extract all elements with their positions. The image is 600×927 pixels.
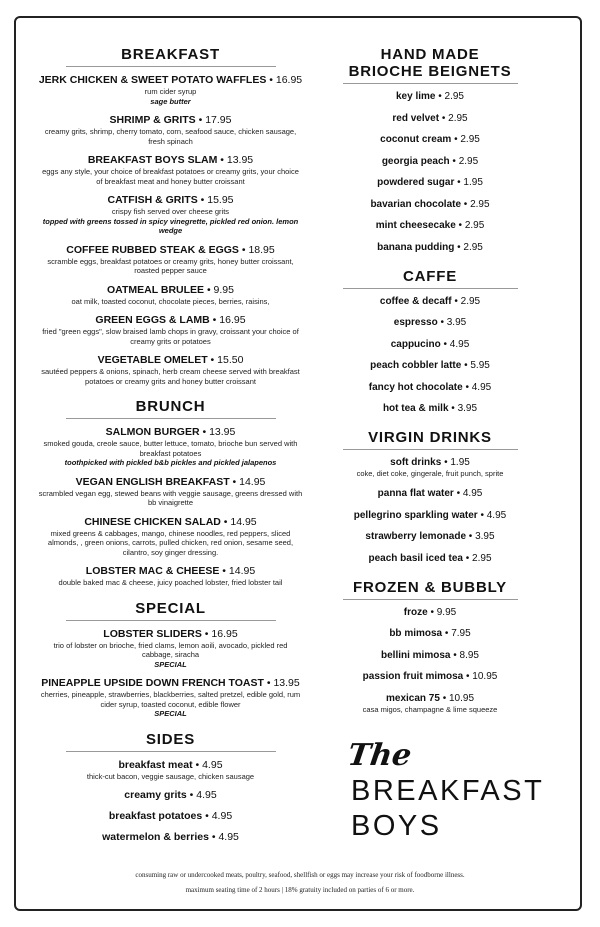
item-price: 14.95	[228, 565, 256, 577]
price-separator: •	[442, 628, 452, 639]
menu-item	[340, 113, 520, 125]
item-name-price	[340, 296, 520, 308]
item-name: bavarian chocolate	[370, 198, 462, 210]
item-name-price	[340, 650, 520, 662]
menu-item	[38, 154, 303, 186]
menu-item	[38, 565, 303, 588]
item-description: creamy grits, shrimp, cherry tomato, corn, seafood sauce, chicken sausage, fresh spinach	[44, 127, 297, 146]
item-name: SHRIMP & GRITS	[109, 114, 196, 126]
menu-item	[340, 693, 520, 715]
menu-item	[340, 510, 520, 522]
item-name-price	[38, 810, 303, 823]
menu-item	[38, 831, 303, 844]
price-separator: •	[201, 627, 212, 640]
item-name-price	[38, 476, 303, 489]
item-price: 9.95	[213, 283, 234, 296]
item-description: rum cider syrup	[144, 87, 197, 96]
item-price: 8.95	[459, 649, 479, 661]
item-name: soft drinks	[390, 457, 442, 468]
item-description: coke, diet coke, gingerale, fruit punch, sprite	[356, 469, 504, 478]
menu-section	[38, 731, 303, 845]
item-name: creamy grits	[124, 789, 187, 801]
item-name: banana pudding	[377, 241, 455, 253]
menu-section	[340, 268, 520, 416]
item-name: fancy hot chocolate	[368, 381, 463, 393]
item-description: mixed greens & cabbages, mango, chinese noodles, red peppers, sliced almonds, , green onions, carrots, pulled chicken, red onion, sesame seed, cilantro, soy ginger dressing.	[47, 528, 294, 557]
item-price: 9.95	[436, 606, 457, 618]
item-name-price	[340, 177, 520, 189]
item-description: trio of lobster on brioche, fried clams, lemon aoili, avocado, pickled red cabbage, siracha	[53, 640, 288, 659]
item-name: mint cheesecake	[375, 220, 456, 231]
menu-item	[340, 199, 520, 211]
item-name: red velvet	[392, 112, 440, 124]
item-price: 5.95	[470, 360, 490, 371]
item-price: 4.95	[211, 810, 233, 822]
item-name-price	[340, 628, 520, 640]
item-name-price	[340, 510, 520, 522]
item-description: eggs any style, your choice of breakfast potatoes or creamy grits, your choice of breakfast meat and honey butter croissant	[42, 167, 299, 186]
price-separator: •	[455, 220, 465, 231]
item-price: 1.95	[463, 177, 483, 188]
item-name: CHINESE CHICKEN SALAD	[84, 515, 221, 528]
item-price: 14.95	[239, 475, 266, 488]
item-note: sage butter	[150, 96, 191, 106]
item-price: 17.95	[205, 114, 232, 126]
item-price: 16.95	[211, 627, 238, 640]
item-name-price	[38, 677, 303, 690]
price-separator: •	[451, 134, 461, 145]
item-name: pellegrino sparkling water	[353, 509, 478, 521]
item-price: 3.95	[475, 531, 495, 542]
item-description: oat milk, toasted coconut, chocolate pieces, berries, raisins,	[71, 296, 270, 306]
menu-item	[340, 607, 520, 619]
item-name: passion fruit mimosa	[362, 671, 464, 682]
menu-item	[38, 244, 303, 276]
price-separator: •	[454, 177, 464, 188]
item-name-price	[38, 314, 303, 327]
item-name: mexican 75	[385, 692, 440, 704]
menu-section	[38, 46, 303, 386]
menu-section	[340, 579, 520, 715]
item-name-price	[340, 607, 520, 619]
item-name-price	[38, 759, 303, 772]
item-name: PINEAPPLE UPSIDE DOWN FRENCH TOAST	[41, 677, 264, 689]
item-price: 4.95	[218, 831, 239, 843]
item-price: 13.95	[226, 154, 254, 166]
item-name-price	[340, 671, 520, 683]
menu-item	[38, 677, 303, 719]
menu-section	[38, 398, 303, 588]
menu-item	[38, 789, 303, 802]
item-name: watermelon & berries	[102, 831, 209, 843]
price-separator: •	[454, 241, 464, 253]
menu-item	[38, 114, 303, 146]
item-name: VEGETABLE OMELET	[97, 354, 208, 366]
menu-item	[340, 650, 520, 662]
price-separator: •	[266, 74, 276, 86]
item-price: 2.95	[460, 134, 480, 145]
menu-section	[340, 46, 520, 254]
item-name-price	[340, 457, 520, 469]
section-title: SPECIAL	[66, 600, 276, 621]
item-name: BREAKFAST BOYS SLAM	[87, 154, 218, 166]
item-name: peach basil iced tea	[368, 552, 463, 564]
item-name: coffee & decaff	[379, 295, 452, 307]
item-note: SPECIAL	[154, 659, 187, 669]
price-separator: •	[462, 381, 472, 393]
section-title: HAND MADE BRIOCHE BEIGNETS	[343, 46, 518, 84]
item-name-price	[38, 831, 303, 844]
price-separator: •	[439, 692, 449, 704]
menu-item	[340, 156, 520, 168]
item-name-price	[38, 74, 303, 87]
item-description: scramble eggs, breakfast potatoes or creamy grits, honey butter croissant, roasted pepper sauce	[47, 256, 294, 275]
item-name-price	[38, 244, 303, 257]
item-note: topped with greens tossed in spicy vinegrette, pickled red onion. lemon wedge	[42, 216, 299, 235]
item-price: 18.95	[248, 243, 275, 256]
item-name: peach cobbler latte	[370, 360, 462, 371]
right-column	[340, 46, 520, 724]
item-name-price	[340, 360, 520, 372]
item-name-price	[340, 134, 520, 146]
price-separator: •	[192, 758, 203, 771]
price-separator: •	[195, 114, 206, 126]
item-price: 2.95	[470, 198, 490, 210]
item-name: coconut cream	[380, 134, 452, 145]
menu-section	[340, 429, 520, 565]
item-price: 2.95	[444, 91, 464, 102]
price-separator: •	[437, 317, 447, 328]
menu-item	[340, 296, 520, 308]
item-name: OATMEAL BRULEE	[107, 283, 205, 296]
menu-item	[38, 426, 303, 468]
item-name: espresso	[393, 317, 438, 328]
item-name: CATFISH & GRITS	[107, 194, 198, 206]
item-name-price	[38, 154, 303, 167]
item-price: 2.95	[460, 295, 481, 307]
item-name-price	[340, 382, 520, 394]
item-note: toothpicked with pickled b&b pickles and pickled jalapenos	[64, 458, 277, 467]
price-separator: •	[202, 810, 212, 822]
menu-item	[340, 628, 520, 640]
item-name: COFFEE RUBBED STEAK & EGGS	[66, 243, 239, 256]
item-name-price	[340, 317, 520, 329]
price-separator: •	[441, 457, 451, 468]
price-separator: •	[209, 314, 220, 326]
item-description: crispy fish served over cheese grits	[111, 207, 230, 216]
item-name-price	[38, 789, 303, 802]
menu-item	[340, 531, 520, 543]
item-name-price	[340, 553, 520, 565]
price-separator: •	[451, 295, 461, 307]
item-description: scrambled vegan egg, stewed beans with veggie sausage, greens dressed with bb vinaigrette	[38, 488, 303, 507]
item-price: 1.95	[450, 457, 470, 468]
item-description: fried "green eggs", slow braised lamb chops in gravy, croissant your choice of creamy grits or potatoes	[42, 327, 299, 346]
item-price: 4.95	[449, 338, 470, 350]
item-price: 16.95	[275, 74, 303, 86]
item-name: SALMON BURGER	[105, 426, 200, 438]
price-separator: •	[229, 475, 240, 488]
item-price: 16.95	[219, 314, 246, 326]
item-name: breakfast meat	[118, 758, 193, 771]
menu-item	[38, 194, 303, 236]
restaurant-logo	[345, 738, 545, 848]
item-name: froze	[403, 606, 428, 618]
menu-item	[38, 284, 303, 307]
section-title: CAFFE	[343, 268, 518, 289]
price-separator: •	[461, 198, 471, 210]
price-separator: •	[208, 831, 219, 843]
menu-item	[340, 488, 520, 500]
price-separator: •	[453, 488, 463, 499]
price-separator: •	[204, 283, 214, 296]
item-name-price	[38, 284, 303, 297]
price-separator: •	[219, 565, 229, 577]
item-name: JERK CHICKEN & SWEET POTATO WAFFLES	[38, 74, 267, 86]
item-price: 10.95	[472, 671, 498, 682]
item-name: panna flat water	[377, 488, 454, 499]
item-name: LOBSTER SLIDERS	[103, 627, 202, 640]
item-description: double baked mac & cheese, juicy poached lobster, fried lobster tail	[58, 578, 283, 587]
menu-item	[340, 403, 520, 415]
item-price: 4.95	[202, 758, 223, 771]
menu-item	[340, 339, 520, 351]
section-title: FROZEN & BUBBLY	[343, 579, 518, 600]
item-name-price	[38, 114, 303, 127]
price-separator: •	[477, 509, 487, 521]
item-name-price	[38, 194, 303, 207]
item-name: bb mimosa	[389, 628, 443, 639]
item-name-price	[340, 531, 520, 543]
footer-policy: maximum seating time of 2 hours | 18% gratuity included on parties of 6 or more.	[185, 886, 415, 894]
item-price: 13.95	[209, 426, 236, 438]
item-name: VEGAN ENGLISH BREAKFAST	[75, 475, 230, 488]
item-name-price	[340, 488, 520, 500]
menu-item	[340, 382, 520, 394]
item-price: 2.95	[472, 552, 492, 564]
item-price: 4.95	[462, 488, 483, 499]
item-price: 2.95	[458, 155, 479, 167]
item-description: thick-cut bacon, veggie sausage, chicken sausage	[86, 771, 255, 781]
item-name: bellini mimosa	[381, 649, 451, 661]
price-separator: •	[427, 606, 437, 618]
price-separator: •	[207, 354, 218, 366]
item-price: 3.95	[446, 317, 467, 328]
menu-item	[340, 317, 520, 329]
item-name: breakfast potatoes	[108, 810, 203, 822]
menu-item	[340, 134, 520, 146]
item-name: hot tea & milk	[382, 403, 449, 414]
item-name-price	[38, 628, 303, 641]
price-separator: •	[463, 671, 473, 682]
menu-item	[38, 476, 303, 508]
item-name-price	[38, 516, 303, 529]
menu-item	[340, 220, 520, 232]
item-price: 3.95	[457, 403, 478, 414]
price-separator: •	[439, 112, 449, 124]
item-name: georgia peach	[381, 155, 450, 167]
menu-item	[340, 457, 520, 479]
menu-item	[38, 516, 303, 558]
logo-boys: BOYS	[351, 810, 442, 842]
menu-item	[38, 628, 303, 670]
section-title: VIRGIN DRINKS	[343, 429, 518, 450]
price-separator: •	[449, 155, 459, 167]
item-description: smoked gouda, creole sauce, butter lettuce, tomato, brioche bun served with breakfast potatoes	[43, 439, 298, 458]
item-name-price	[38, 354, 303, 367]
item-price: 4.95	[471, 381, 492, 393]
section-title: BREAKFAST	[66, 46, 276, 67]
item-name-price	[340, 156, 520, 168]
item-price: 4.95	[486, 509, 507, 521]
section-title: BRUNCH	[66, 398, 276, 419]
item-name-price	[340, 339, 520, 351]
item-note: SPECIAL	[154, 709, 187, 718]
price-separator: •	[440, 338, 450, 350]
item-name-price	[340, 242, 520, 254]
item-name: cappucino	[390, 338, 441, 350]
item-description: sautéed peppers & onions, spinach, herb cream cheese served with breakfast potatoes or creamy grits and honey butter croissant	[41, 367, 300, 386]
menu-item	[38, 314, 303, 346]
menu-item	[38, 810, 303, 823]
logo-the: The	[345, 738, 414, 773]
menu-item	[340, 360, 520, 372]
price-separator: •	[462, 552, 473, 564]
item-price: 2.95	[448, 112, 468, 124]
item-name-price	[340, 220, 520, 232]
logo-breakfast: BREAKFAST	[351, 775, 545, 807]
item-name: key lime	[395, 91, 436, 102]
item-price: 4.95	[196, 789, 217, 801]
item-name-price	[38, 426, 303, 439]
menu-item	[340, 177, 520, 189]
price-separator: •	[220, 515, 231, 528]
menu-item	[38, 354, 303, 386]
price-separator: •	[186, 789, 197, 801]
item-description: casa migos, champagne & lime squeeze	[362, 704, 498, 714]
price-separator: •	[461, 360, 471, 371]
price-separator: •	[197, 194, 208, 206]
price-separator: •	[466, 531, 476, 542]
item-price: 2.95	[464, 220, 485, 231]
item-price: 13.95	[273, 677, 300, 689]
menu-item	[340, 553, 520, 565]
item-name-price	[340, 693, 520, 705]
menu-item	[340, 671, 520, 683]
footer-disclaimer: consuming raw or undercooked meats, poultry, seafood, shellfish or eggs may increase your risk of foodborne illness.	[135, 871, 465, 879]
item-price: 7.95	[451, 628, 471, 639]
item-name: GREEN EGGS & LAMB	[95, 314, 210, 326]
menu-item	[340, 91, 520, 103]
item-name: powdered sugar	[377, 177, 455, 188]
item-price: 15.95	[207, 194, 234, 206]
price-separator: •	[448, 403, 458, 414]
price-separator: •	[238, 243, 249, 256]
menu-item	[38, 759, 303, 782]
item-name: LOBSTER MAC & CHEESE	[85, 565, 220, 577]
section-title: SIDES	[66, 731, 276, 752]
item-name-price	[340, 403, 520, 415]
price-separator: •	[217, 154, 227, 166]
item-name-price	[38, 565, 303, 578]
menu-item	[38, 74, 303, 106]
item-name-price	[340, 91, 520, 103]
item-price: 15.50	[217, 354, 244, 366]
item-description: cherries, pineapple, strawberries, blackberries, salted pretzel, edible gold, rum cider syrup, toasted coconut, edible flower	[40, 690, 301, 709]
item-price: 14.95	[230, 515, 257, 528]
price-separator: •	[199, 426, 210, 438]
price-separator: •	[435, 91, 445, 102]
item-name: strawberry lemonade	[365, 531, 467, 542]
item-price: 2.95	[463, 241, 483, 253]
price-separator: •	[450, 649, 460, 661]
menu-section	[38, 600, 303, 719]
item-name-price	[340, 199, 520, 211]
price-separator: •	[263, 677, 274, 689]
item-name-price	[340, 113, 520, 125]
item-price: 10.95	[448, 692, 475, 704]
left-column	[38, 46, 303, 852]
menu-item	[340, 242, 520, 254]
